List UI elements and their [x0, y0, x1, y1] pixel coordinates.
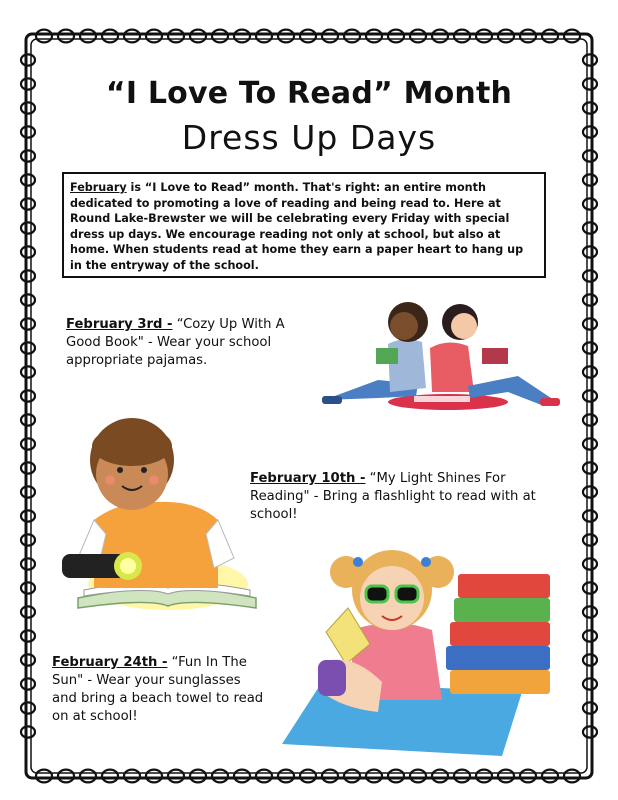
- event-date: February 3rd -: [66, 317, 173, 332]
- page-title: “I Love To Read” Month: [105, 76, 513, 111]
- intro-text: is “I Love to Read” month. That's right: an entire month dedicated to promoting a love of reading and being read to. Here at Round Lake-Brewster we will be celebrating every Friday with special dress up days. We encourage reading not only at school, but also at home. When students read at home they earn a paper heart to hang up in the entryway of the school.: [70, 181, 524, 272]
- event-feb-10: [250, 470, 550, 524]
- event-text: “Fun In The Sun" - Wear your sunglasses and bring a beach towel to read on at school!: [52, 655, 264, 724]
- event-date: February 24th -: [52, 655, 168, 670]
- intro-lead: February: [70, 181, 127, 194]
- sunglasses-girl-illustration: [282, 532, 562, 768]
- event-text: “My Light Shines For Reading" - Bring a flashlight to read with at school!: [250, 471, 536, 522]
- event-text: “Cozy Up With A Good Book" - Wear your school appropriate pajamas.: [66, 317, 285, 368]
- event-feb-24: [52, 654, 264, 726]
- flashlight-boy-illustration: [58, 408, 258, 618]
- reading-kids-illustration: [318, 288, 562, 416]
- intro-box: [62, 172, 546, 278]
- page-subtitle: Dress Up Days: [181, 118, 437, 157]
- event-feb-3: [66, 316, 302, 370]
- event-date: February 10th -: [250, 471, 366, 486]
